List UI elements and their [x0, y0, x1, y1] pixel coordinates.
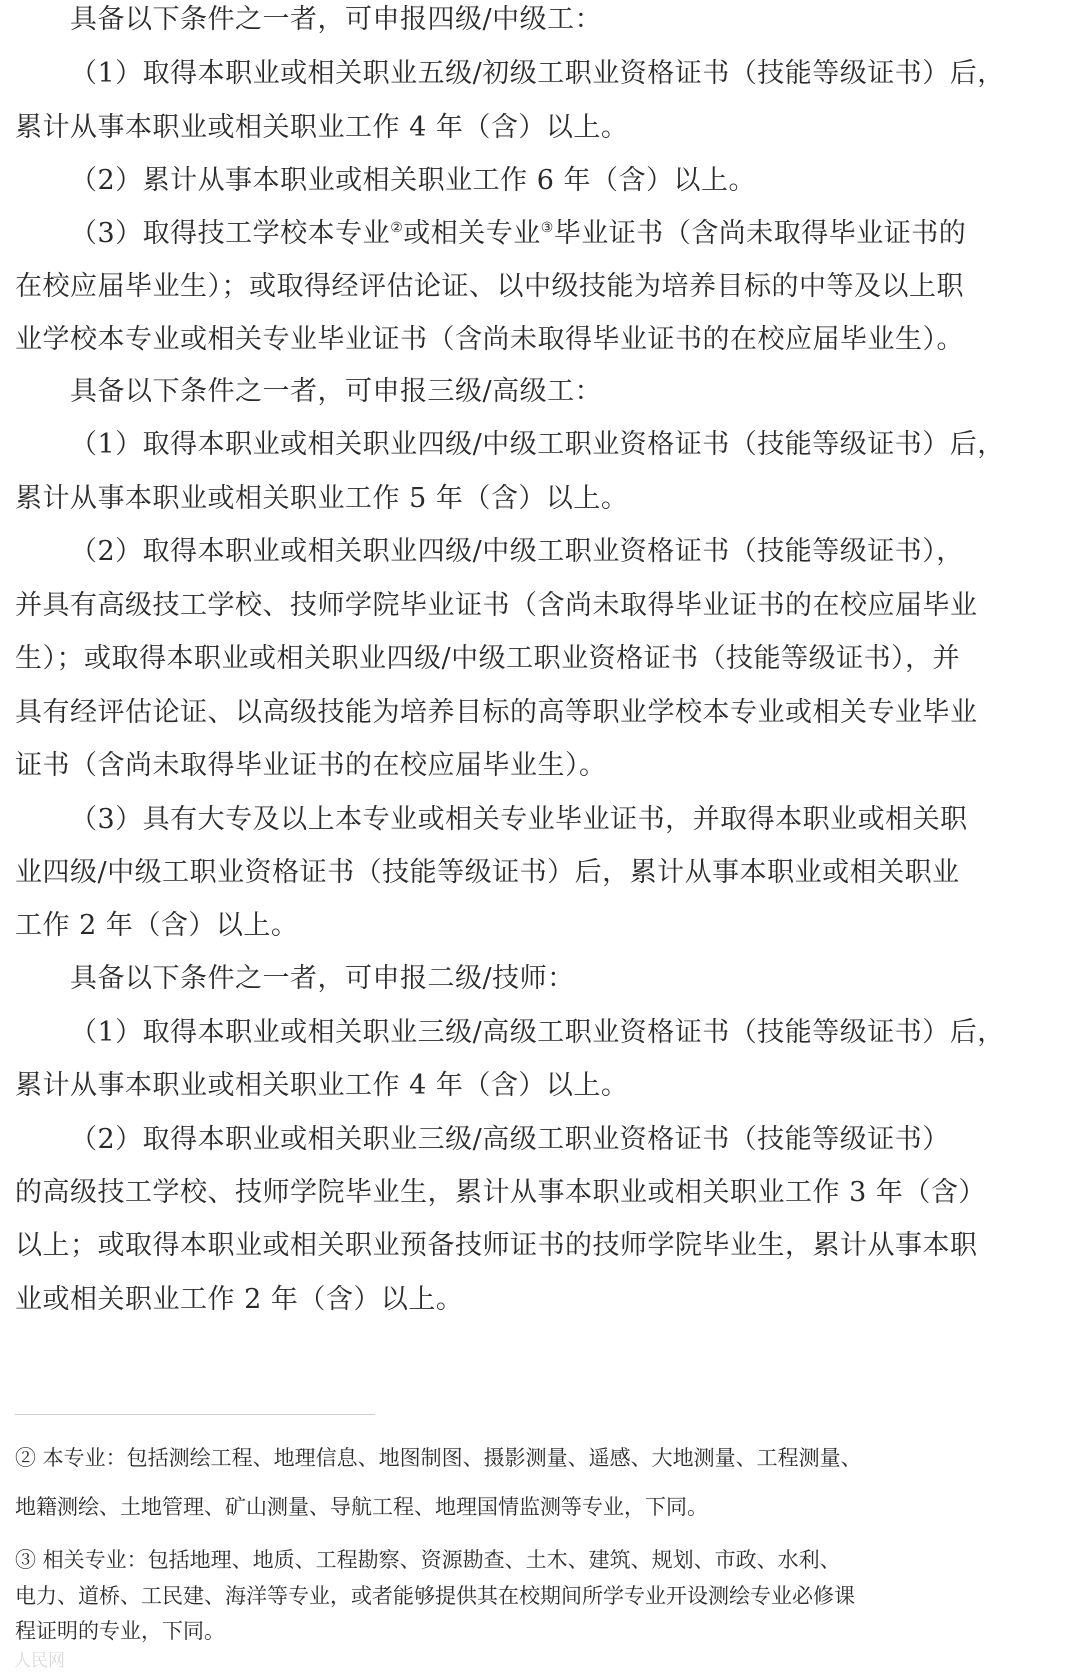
footnote-2-line-1: ② 本专业：包括测绘工程、地理信息、地图制图、摄影测量、遥感、大地测量、工程测量、: [15, 1446, 862, 1470]
footnote-2-line-2: 地籍测绘、土地管理、矿山测量、导航工程、地理国情监测等专业，下同。: [15, 1495, 708, 1519]
footnote-ref-3: ③: [540, 220, 554, 236]
intermediate-item-1-line-2: 累计从事本职业或相关职业工作 4 年（含）以上。: [15, 112, 629, 143]
advanced-item-3-line-2: 业四级/中级工职业资格证书（技能等级证书）后，累计从事本职业或相关职业: [15, 857, 960, 888]
technician-item-2-line-1: （2）取得本职业或相关职业三级/高级工职业资格证书（技能等级证书）: [70, 1124, 950, 1155]
advanced-item-2-line-1: （2）取得本职业或相关职业四级/中级工职业资格证书（技能等级证书），: [70, 536, 964, 567]
footnote-3-line-1: ③ 相关专业：包括地理、地质、工程勘察、资源勘查、土木、建筑、规划、市政、水利、: [15, 1548, 841, 1572]
footnote-divider: [15, 1414, 375, 1415]
intermediate-item-1-line-1: （1）取得本职业或相关职业五级/初级工职业资格证书（技能等级证书）后，: [70, 58, 1005, 89]
item-text: 毕业证书（含尚未取得毕业证书的: [553, 218, 967, 249]
advanced-item-2-line-3: 生）；或取得本职业或相关职业四级/中级工职业资格证书（技能等级证书），并: [15, 643, 961, 674]
footnote-3-line-2: 电力、道桥、工民建、海洋等专业，或者能够提供其在校期间所学专业开设测绘专业必修课: [15, 1584, 855, 1608]
advanced-item-2-line-5: 证书（含尚未取得毕业证书的在校应届毕业生）。: [15, 750, 607, 781]
technician-item-2-line-4: 业或相关职业工作 2 年（含）以上。: [15, 1284, 464, 1315]
advanced-item-3-line-3: 工作 2 年（含）以上。: [15, 910, 299, 941]
technician-item-2-line-3: 以上；或取得本职业或相关职业预备技师证书的技师学院毕业生，累计从事本职: [15, 1230, 978, 1261]
footnote-3-line-3: 程证明的专业，下同。: [15, 1619, 225, 1643]
intermediate-item-3-line-3: 业学校本专业或相关专业毕业证书（含尚未取得毕业证书的在校应届毕业生）。: [15, 324, 964, 355]
technician-item-1-line-2: 累计从事本职业或相关职业工作 4 年（含）以上。: [15, 1070, 629, 1101]
intermediate-item-3-line-2: 在校应届毕业生）；或取得经评估论证、以中级技能为培养目标的中等及以上职: [15, 271, 964, 302]
intermediate-heading: 具备以下条件之一者，可申报四级/中级工：: [70, 4, 603, 35]
item-text: 或相关专业: [403, 218, 541, 249]
technician-heading: 具备以下条件之一者，可申报二级/技师：: [70, 963, 575, 994]
advanced-item-2-line-2: 并具有高级技工学校、技师学院毕业证书（含尚未取得毕业证书的在校应届毕业: [15, 590, 978, 621]
intermediate-item-3-line-1: [70, 216, 966, 252]
intermediate-item-2: （2）累计从事本职业或相关职业工作 6 年（含）以上。: [70, 165, 757, 196]
technician-item-1-line-1: （1）取得本职业或相关职业三级/高级工职业资格证书（技能等级证书）后，: [70, 1017, 1005, 1048]
advanced-item-1-line-1: （1）取得本职业或相关职业四级/中级工职业资格证书（技能等级证书）后，: [70, 429, 1005, 460]
advanced-item-2-line-4: 具有经评估论证、以高级技能为培养目标的高等职业学校本专业或相关专业毕业: [15, 697, 978, 728]
watermark-logo: 人民网: [14, 1651, 65, 1671]
technician-item-2-line-2: 的高级技工学校、技师学院毕业生，累计从事本职业或相关职业工作 3 年（含）: [15, 1177, 986, 1208]
advanced-item-3-line-1: （3）具有大专及以上本专业或相关专业毕业证书，并取得本职业或相关职: [70, 804, 968, 835]
advanced-item-1-line-2: 累计从事本职业或相关职业工作 5 年（含）以上。: [15, 483, 629, 514]
item-text: （3）取得技工学校本专业: [70, 218, 391, 249]
footnote-ref-2: ②: [390, 220, 404, 236]
advanced-heading: 具备以下条件之一者，可申报三级/高级工：: [70, 376, 603, 407]
